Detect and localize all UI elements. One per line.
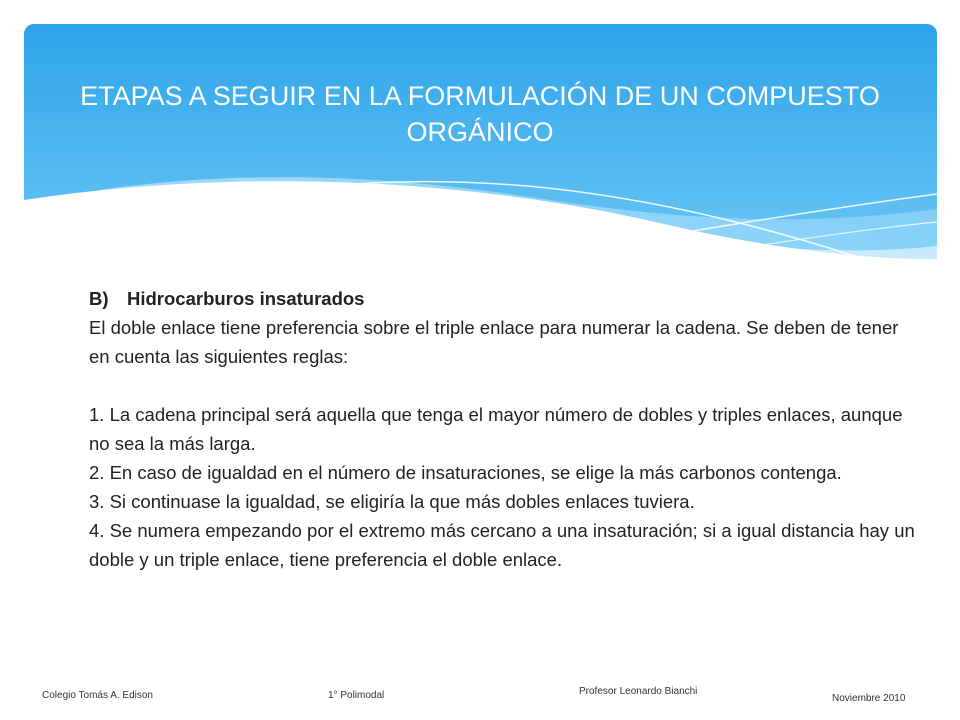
slide-content [89,284,919,574]
footer-school: Colegio Tomás A. Edison [42,690,153,701]
section-title: Hidrocarburos insaturados [127,288,365,309]
rule-item-1: 1. La cadena principal será aquella que tenga el mayor número de dobles y triples enlaces, aunque no sea la más larga. [89,404,903,454]
rule-item-4: 4. Se numera empezando por el extremo más cercano a una insaturación; si a igual distancia hay un doble y un triple enlace, tiene preferencia el doble enlace. [89,520,915,570]
footer-teacher: Profesor Leonardo Bianchi [579,686,698,697]
footer-course: 1° Polimodal [328,690,385,701]
slide-title: ETAPAS A SEGUIR EN LA FORMULACIÓN DE UN COMPUESTO ORGÁNICO [80,81,880,147]
rule-item-2: 2. En caso de igualdad en el número de insaturaciones, se elige la más carbonos contenga. [89,462,842,483]
intro-paragraph: El doble enlace tiene preferencia sobre el triple enlace para numerar la cadena. Se deben de tener en cuenta las siguientes reglas: [89,317,899,367]
rule-item-3: 3. Si continuase la igualdad, se eligiría la que más dobles enlaces tuviera. [89,491,695,512]
section-letter: B) [89,288,109,309]
section-heading [89,284,919,313]
footer-date: Noviembre 2010 [832,693,906,704]
spacer [89,371,919,400]
